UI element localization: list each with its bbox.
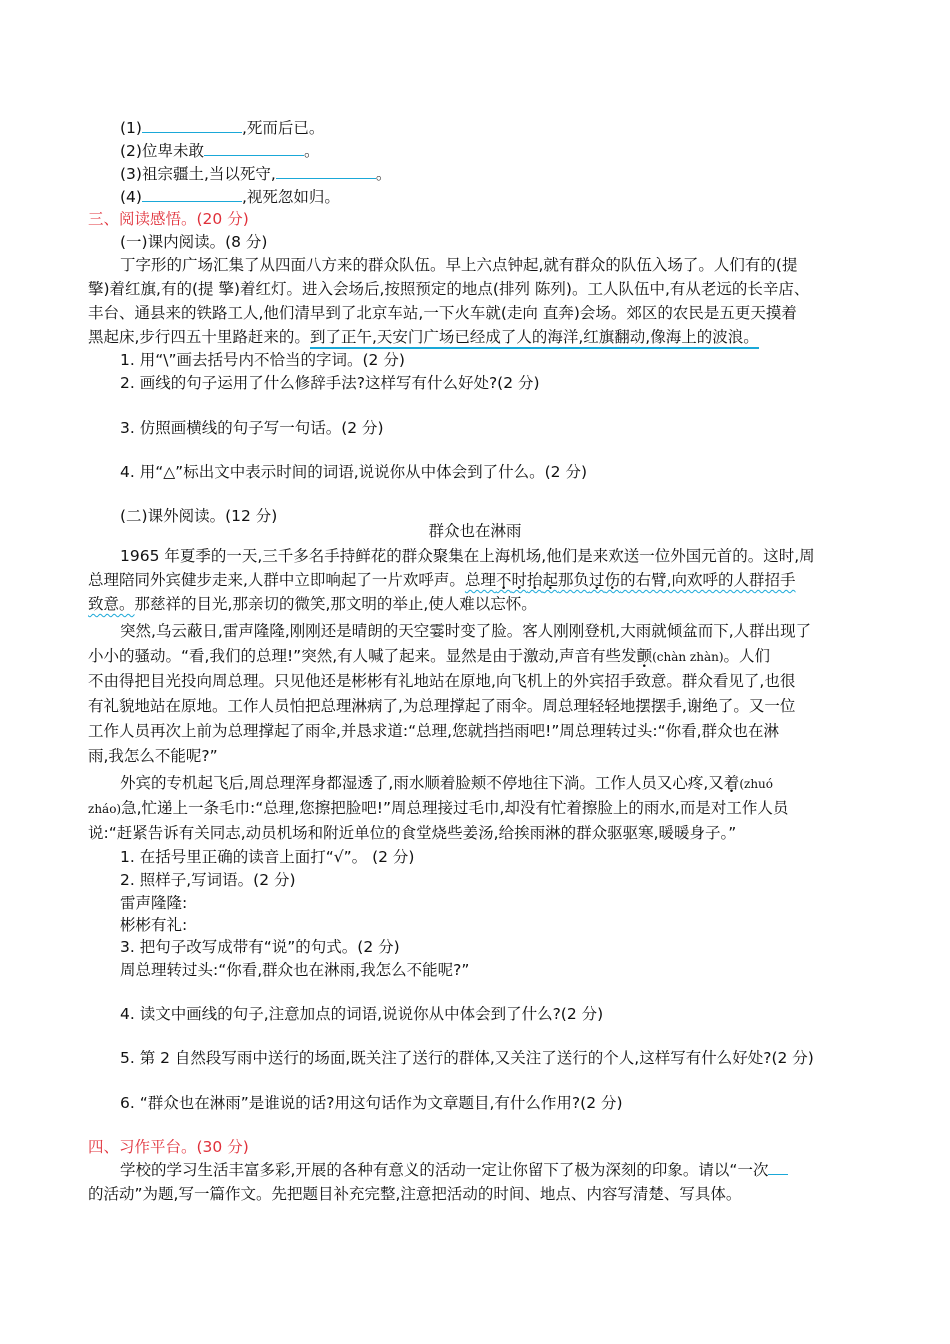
part2-heading: (二)课外阅读。(12 分)	[120, 507, 278, 525]
question-2-3-sentence: 周总理转过头:“你看,群众也在淋雨,我怎么不能呢?”	[120, 961, 470, 979]
passage2-line: 总理陪同外宾健步走来,人群中立即响起了一片欢呼声。总理不时抬起那负过伤的右臂,向欢呼的人群招手	[88, 571, 796, 589]
title-blank[interactable]	[768, 1160, 788, 1175]
fill-item-4: (4) ,视死忽如归。	[120, 188, 340, 206]
part1-heading: (一)课内阅读。(8 分)	[120, 233, 268, 251]
question-2-2: 2. 照样子,写词语。(2 分)	[120, 871, 296, 889]
essay-prompt-line: 的活动”为题,写一篇作文。先把题目补充完整,注意把活动的时间、地点、内容写清楚、写具体。	[88, 1185, 742, 1203]
passage2-line: 外宾的专机起飞后,周总理浑身都湿透了,雨水顺着脸颊不停地往下淌。工作人员又心疼,又着(zhuó	[120, 774, 773, 792]
question-1-4: 4. 用“△”标出文中表示时间的词语,说说你从中体会到了什么。(2 分)	[120, 463, 588, 481]
passage2-line: 雨,我怎么不能呢?”	[88, 747, 218, 765]
passage2-line: 说:“赶紧告诉有关同志,动员机场和附近单位的食堂烧些姜汤,给挨雨淋的群众驱驱寒,暖暖身子。”	[88, 824, 737, 842]
passage1-line: 丁字形的广场汇集了从四面八方来的群众队伍。早上六点钟起,就有群众的队伍入场了。人们有的(提	[120, 256, 798, 274]
passage1-line: 黑起床,步行四五十里路赶来的。到了正午,天安门广场已经成了人的海洋,红旗翻动,像海上的波浪。	[88, 326, 759, 348]
answer-blank[interactable]	[142, 118, 242, 133]
fill-item-1: (1) ,死而后已。	[120, 119, 325, 137]
answer-blank[interactable]	[204, 141, 304, 156]
example-word-2: 彬彬有礼:	[120, 916, 188, 934]
wavy-underlined-sentence: 总理不时抬起那负过伤的右臂,向欢呼的人群招手	[464, 571, 796, 589]
question-1-3: 3. 仿照画横线的句子写一句话。(2 分)	[120, 419, 384, 437]
example-word-1: 雷声隆隆:	[120, 894, 188, 912]
question-1-2: 2. 画线的句子运用了什么修辞手法?这样写有什么好处?(2 分)	[120, 374, 540, 392]
passage2-line: 工作人员再次上前为总理撑起了雨伞,并恳求道:“总理,您就挡挡雨吧!”周总理转过头:“你看,群众也在淋	[88, 722, 780, 740]
question-2-4: 4. 读文中画线的句子,注意加点的词语,说说你从中体会到了什么?(2 分)	[120, 1005, 604, 1023]
question-2-3: 3. 把句子改写成带有“说”的句式。(2 分)	[120, 938, 400, 956]
section3-heading: 三、阅读感悟。(20 分)	[88, 210, 249, 228]
question-2-1: 1. 在括号里正确的读音上面打“√”。 (2 分)	[120, 848, 415, 866]
passage2-line: 1965 年夏季的一天,三千多名手持鲜花的群众聚集在上海机场,他们是来欢送一位外国元首的。这时,周	[120, 547, 815, 565]
question-2-6: 6. “群众也在淋雨”是谁说的话?用这句话作为文章题目,有什么作用?(2 分)	[120, 1094, 623, 1112]
essay-prompt-line: 学校的学习生活丰富多彩,开展的各种有意义的活动一定让你留下了极为深刻的印象。请以“一次	[88, 1159, 788, 1181]
passage1-line: 擎)着红旗,有的(提 擎)着红灯。进入会场后,按照预定的地点(排列 陈列)。工人队伍中,有从老远的长辛店、	[88, 280, 810, 298]
question-2-5: 5. 第 2 自然段写雨中送行的场面,既关注了送行的群体,又关注了送行的个人,这样写有什么好处?(2 分)	[120, 1049, 814, 1067]
passage1-line: 丰台、通县来的铁路工人,他们清早到了北京车站,一下火车就(走向 直奔)会场。郊区的农民是五更天摸着	[88, 304, 797, 322]
passage2-line: 突然,乌云蔽日,雷声隆隆,刚刚还是晴朗的天空霎时变了脸。客人刚刚登机,大雨就倾盆而下,人群出现了	[120, 622, 812, 640]
question-1-1: 1. 用“\”画去括号内不恰当的字词。(2 分)	[120, 351, 405, 369]
underlined-sentence: 到了正午,天安门广场已经成了人的海洋,红旗翻动,像海上的波浪。	[310, 328, 759, 349]
fill-item-3: (3)祖宗疆土,当以死守, 。	[120, 165, 392, 183]
passage2-line: 不由得把目光投向周总理。只见他还是彬彬有礼地站在原地,向飞机上的外宾招手致意。群众看见了,也很	[88, 672, 796, 690]
section4-heading: 四、习作平台。(30 分)	[88, 1138, 249, 1156]
passage2-line: 有礼貌地站在原地。工作人员怕把总理淋病了,为总理撑起了雨伞。周总理轻轻地摆摆手,谢绝了。又一位	[88, 697, 796, 715]
passage2-line: 小小的骚动。“看,我们的总理!”突然,有人喊了起来。显然是由于激动,声音有些发颤(chàn zhàn)。人们	[88, 647, 771, 665]
passage2-title: 群众也在淋雨	[428, 522, 522, 540]
passage2-line: zháo)急,忙递上一条毛巾:“总理,您擦把脸吧!”周总理接过毛巾,却没有忙着擦脸上的雨水,而是对工作人员	[88, 799, 789, 817]
answer-blank[interactable]	[142, 187, 242, 202]
passage2-line: 致意。那慈祥的目光,那亲切的微笑,那文明的举止,使人难以忘怀。	[88, 595, 537, 613]
fill-item-2: (2)位卑未敢 。	[120, 142, 320, 160]
answer-blank[interactable]	[276, 164, 376, 179]
